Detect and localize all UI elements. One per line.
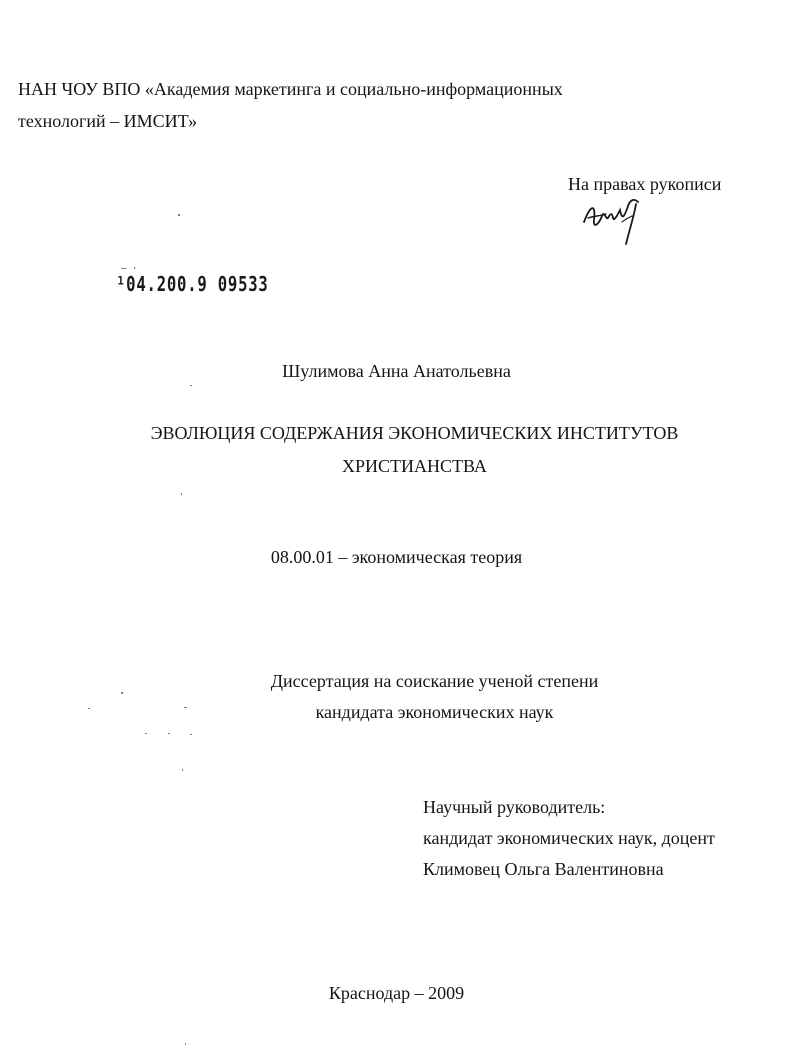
institution-line-1: НАН ЧОУ ВПО «Академия маркетинга и социально-информационных [18,79,563,99]
signature-image [578,192,650,248]
scan-speck [184,707,187,708]
scan-speck [181,493,182,495]
stamp-mark: — · [121,264,138,274]
dissertation-title-line-1: ЭВОЛЮЦИЯ СОДЕРЖАНИЯ ЭКОНОМИЧЕСКИХ ИНСТИТУТОВ [150,423,679,443]
dissertation-title-line-2: ХРИСТИАНСТВА [342,456,487,476]
supervisor-degree: кандидат экономических наук, доцент [423,828,715,848]
dissertation-degree-line-2: кандидата экономических наук [315,702,554,722]
scan-speck [121,692,123,694]
registration-stamp: ¹04.200.9 09533 [116,272,269,296]
rights-label: На правах рукописи [568,174,722,194]
specialty: 08.00.01 – экономическая теория [270,547,523,567]
author-name: Шулимова Анна Анатольевна [282,361,511,381]
scan-speck [190,734,192,735]
institution-line-2: технологий – ИМСИТ» [18,111,198,131]
supervisor-label: Научный руководитель: [423,797,606,817]
supervisor-name: Климовец Ольга Валентиновна [423,859,664,879]
scan-speck [178,214,180,216]
scan-speck [185,1043,186,1045]
scan-speck [190,385,192,386]
scan-speck [88,708,90,709]
place-year: Краснодар – 2009 [328,983,465,1003]
scan-speck [145,733,147,734]
dissertation-degree-line-1: Диссертация на соискание ученой степени [270,671,599,691]
scan-speck [182,769,183,771]
scan-speck [168,733,170,734]
